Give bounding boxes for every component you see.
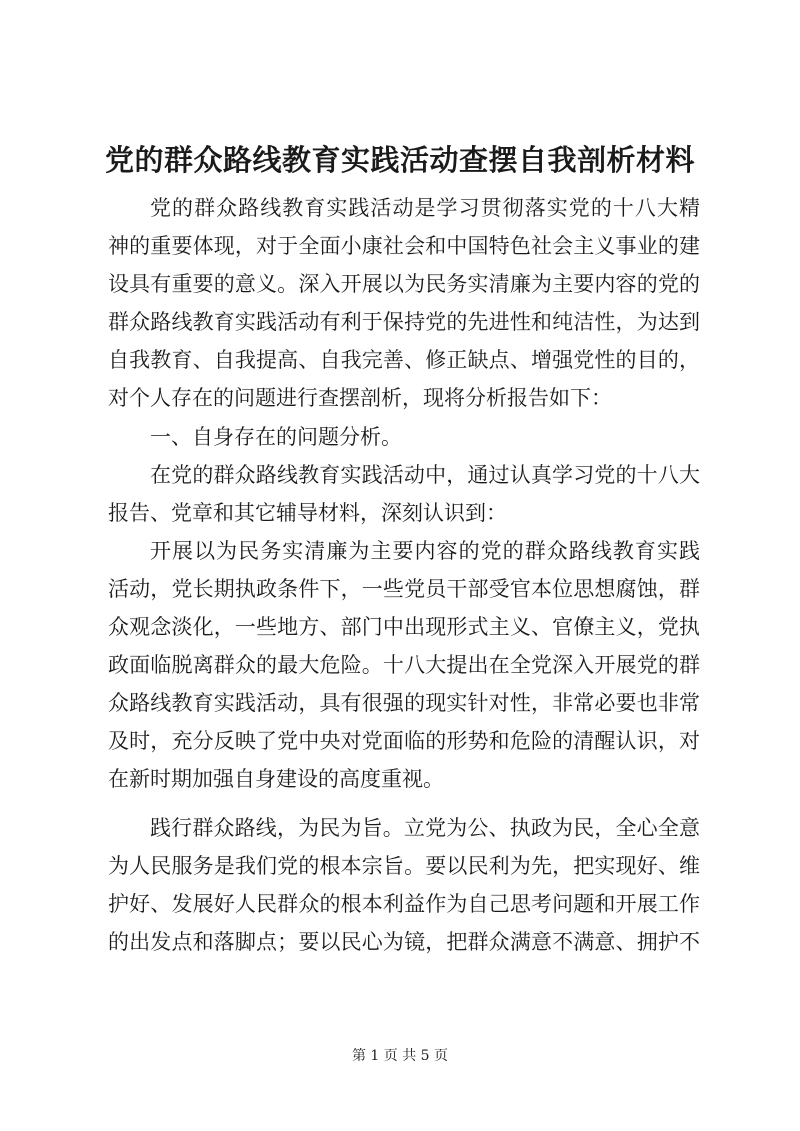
text-line: 政面临脱离群众的最大危险。十八大提出在全党深入开展党的群 [108,653,700,678]
text-line: 践行群众路线，为民为旨。立党为公、执政为民，全心全意 [150,815,700,840]
text-line: 报告、党章和其它辅导材料，深刻认识到： [108,500,507,525]
paragraph-study [108,456,700,532]
paragraph-intro [108,189,700,418]
text-line: 为人民服务是我们党的根本宗旨。要以民利为先，把实现好、维 [108,853,700,878]
document-title: 党的群众路线教育实践活动查摆自我剖析材料 [104,143,695,177]
text-line: 设具有重要的意义。深入开展以为民务实清廉为主要内容的党的 [108,272,700,297]
text-line: 一、自身存在的问题分析。 [150,424,402,449]
text-line: 自我教育、自我提高、自我完善、修正缺点、增强党性的目的， [108,348,700,373]
text-line: 的出发点和落脚点；要以民心为镜，把群众满意不满意、拥护不 [108,929,700,954]
text-line: 众路线教育实践活动，具有很强的现实针对性，非常必要也非常 [108,691,700,716]
section-heading [108,418,700,456]
text-line: 神的重要体现，对于全面小康社会和中国特色社会主义事业的建 [108,234,700,259]
text-line: 党的群众路线教育实践活动是学习贯彻落实党的十八大精 [150,196,700,220]
text-line: 对个人存在的问题进行查摆剖析，现将分析报告如下： [108,386,612,411]
text-line: 在新时期加强自身建设的高度重视。 [108,767,444,792]
paragraph-mass-line [108,809,700,961]
paragraph-gap [108,799,700,809]
text-line: 群众路线教育实践活动有利于保持党的先进性和纯洁性，为达到 [108,310,700,335]
text-line: 护好、发展好人民群众的根本利益作为自己思考问题和开展工作 [108,891,700,916]
text-line: 及时，充分反映了党中央对党面临的形势和危险的清醒认识，对 [108,729,700,754]
text-line: 众观念淡化，一些地方、部门中出现形式主义、官僚主义，党执 [108,615,700,640]
text-line: 开展以为民务实清廉为主要内容的党的群众路线教育实践 [150,538,700,563]
document-body [108,189,700,961]
text-line: 活动，党长期执政条件下，一些党员干部受官本位思想腐蚀，群 [108,576,700,601]
paragraph-activity [108,532,700,799]
text-line: 在党的群众路线教育实践活动中，通过认真学习党的十八大 [150,462,700,487]
page-footer: 第 1 页 共 5 页 [351,1048,449,1064]
